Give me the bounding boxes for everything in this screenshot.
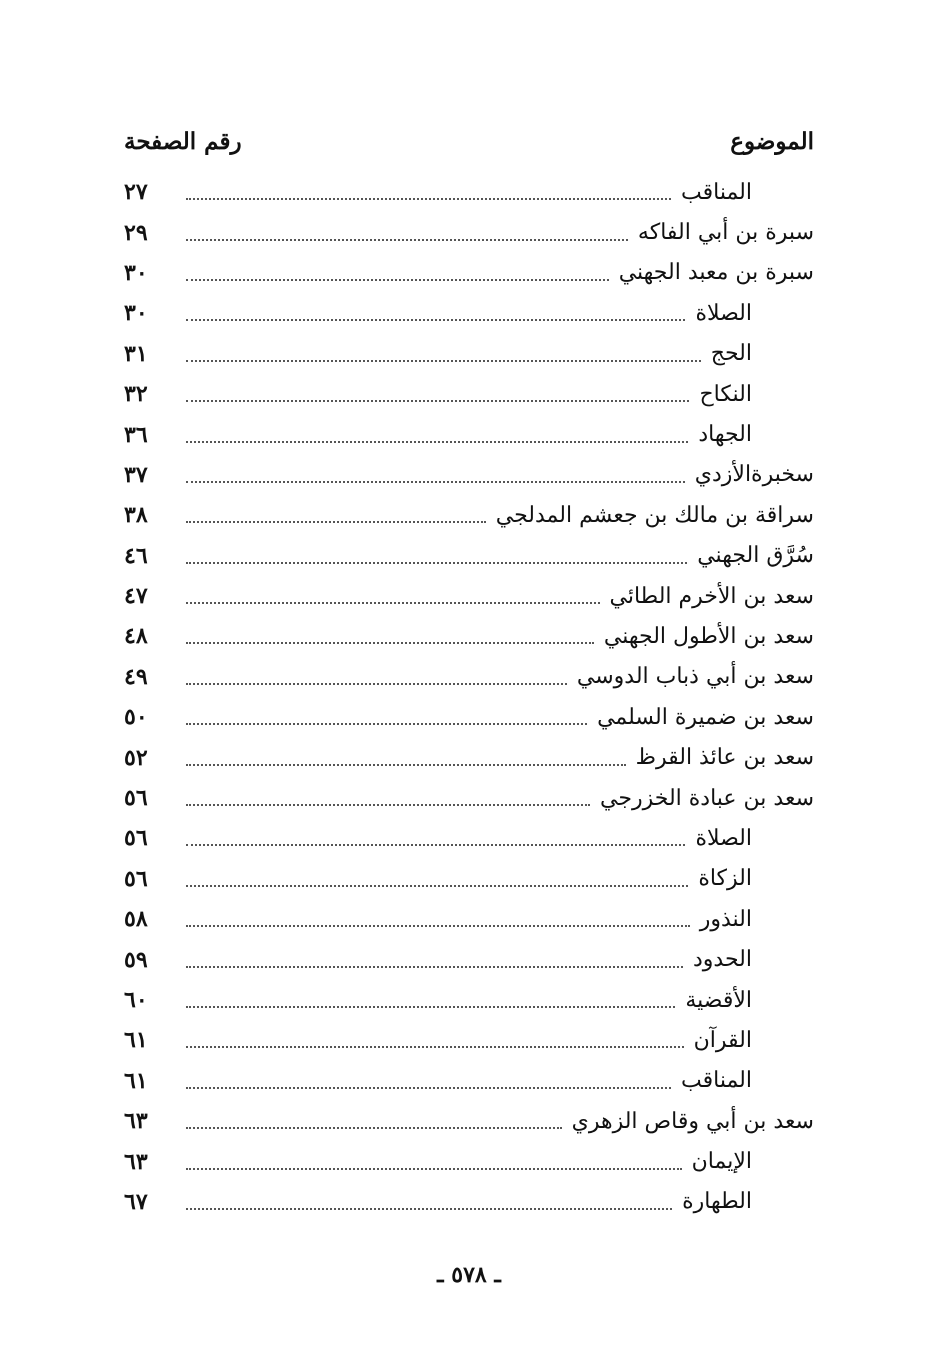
toc-entry-page-number: ٦٧ bbox=[124, 1188, 148, 1215]
dot-leader bbox=[186, 1208, 672, 1210]
toc-entry-page-number: ٥٢ bbox=[124, 744, 148, 771]
topic-column-label: الموضوع bbox=[730, 128, 814, 155]
page-footer-number: ـ ٥٧٨ ـ bbox=[437, 1262, 501, 1288]
dot-leader bbox=[186, 1087, 671, 1089]
toc-entry bbox=[124, 1061, 814, 1101]
toc-entry-title: النكاح bbox=[699, 381, 752, 407]
toc-entry bbox=[124, 939, 814, 979]
toc-entry-page-number: ٣٠ bbox=[124, 259, 148, 286]
toc-entry bbox=[124, 1141, 814, 1181]
toc-entry-page-number: ٣٨ bbox=[124, 502, 148, 529]
toc-entry bbox=[124, 859, 814, 899]
toc-entry bbox=[124, 1020, 814, 1060]
toc-entry-page-number: ٥٩ bbox=[124, 946, 148, 973]
dot-leader bbox=[186, 481, 685, 483]
toc-entry bbox=[124, 374, 814, 414]
toc-entry-page-number: ٥٦ bbox=[124, 785, 148, 812]
toc-entry-page-number: ٦١ bbox=[124, 1027, 148, 1054]
toc-entry-page-number: ٦٣ bbox=[124, 1108, 148, 1135]
toc-entry-title: النذور bbox=[699, 906, 752, 932]
toc-entry-page-number: ٦٠ bbox=[124, 987, 148, 1013]
dot-leader bbox=[186, 198, 671, 200]
toc-entry bbox=[124, 737, 814, 777]
toc-entry bbox=[124, 818, 814, 858]
toc-entry-title: الأقضية bbox=[685, 987, 752, 1013]
toc-entry-title: الزكاة bbox=[698, 866, 752, 892]
dot-leader bbox=[186, 1006, 675, 1008]
toc-entry-title: الحدود bbox=[693, 947, 752, 973]
toc-entry bbox=[124, 212, 814, 252]
toc-entry-title: الإيمان bbox=[691, 1149, 752, 1175]
dot-leader bbox=[186, 400, 689, 402]
toc-entry-title: سراقة بن مالك بن جعشم المدلجي bbox=[495, 502, 814, 528]
toc-entry-page-number: ٢٧ bbox=[124, 179, 148, 206]
dot-leader bbox=[186, 1168, 682, 1170]
toc-header bbox=[124, 128, 814, 168]
toc-entry-page-number: ٥٦ bbox=[124, 865, 148, 892]
dot-leader bbox=[186, 602, 600, 604]
dot-leader bbox=[186, 319, 685, 321]
toc-entry-title: سعد بن ضميرة السلمي bbox=[597, 704, 814, 730]
toc-entry bbox=[124, 334, 814, 374]
toc-entry-page-number: ٤٧ bbox=[124, 583, 148, 610]
dot-leader bbox=[186, 279, 609, 281]
toc-entry-title: سعد بن عبادة الخزرجي bbox=[600, 785, 814, 811]
toc-entry-title: سخبرةالأزدي bbox=[694, 462, 814, 488]
toc-entry bbox=[124, 576, 814, 616]
dot-leader bbox=[186, 844, 685, 846]
toc-entry-page-number: ٦٣ bbox=[124, 1148, 148, 1175]
toc-entry-page-number: ٣٧ bbox=[124, 461, 148, 488]
dot-leader bbox=[186, 360, 701, 362]
toc-entry bbox=[124, 455, 814, 495]
toc-entry bbox=[124, 293, 814, 333]
dot-leader bbox=[186, 764, 626, 766]
dot-leader bbox=[186, 885, 688, 887]
toc-entry-title: الصلاة bbox=[695, 825, 752, 851]
toc-entry bbox=[124, 536, 814, 576]
toc-entry-title: الجهاد bbox=[698, 422, 752, 448]
toc-entry bbox=[124, 495, 814, 535]
toc-entry-title: سعد بن أبي وقاص الزهري bbox=[571, 1108, 814, 1134]
toc-entry bbox=[124, 172, 814, 212]
dot-leader bbox=[186, 683, 567, 685]
dot-leader bbox=[186, 925, 690, 927]
toc-entry-title: سبرة بن معبد الجهني bbox=[618, 260, 814, 286]
dot-leader bbox=[186, 966, 683, 968]
toc-entry-title: الصلاة bbox=[695, 300, 752, 326]
toc-entry bbox=[124, 1182, 814, 1222]
toc-entry-title: القرآن bbox=[693, 1027, 752, 1053]
page-number-column-label: رقم الصفحة bbox=[124, 128, 242, 155]
dot-leader bbox=[186, 562, 687, 564]
dot-leader bbox=[186, 723, 587, 725]
toc-entry-title: سُرَّق الجهني bbox=[697, 543, 814, 569]
toc-entry-title: المناقب bbox=[681, 179, 752, 205]
dot-leader bbox=[186, 441, 688, 443]
toc-entry bbox=[124, 778, 814, 818]
toc-entry-page-number: ٣١ bbox=[124, 340, 148, 367]
toc-entry bbox=[124, 616, 814, 656]
toc-entry-page-number: ٣٢ bbox=[124, 381, 148, 408]
toc-entry bbox=[124, 899, 814, 939]
table-of-contents bbox=[124, 172, 814, 1222]
toc-entry-page-number: ٤٩ bbox=[124, 663, 148, 690]
toc-entry-page-number: ٣٦ bbox=[124, 421, 148, 448]
toc-entry-title: سعد بن أبي ذباب الدوسي bbox=[576, 664, 814, 690]
toc-entry-title: سعد بن الأطول الجهني bbox=[603, 623, 814, 649]
toc-entry-page-number: ٣٠ bbox=[124, 300, 148, 327]
dot-leader bbox=[186, 1127, 562, 1129]
toc-entry-title: المناقب bbox=[681, 1068, 752, 1094]
toc-entry-title: الطهارة bbox=[682, 1189, 752, 1215]
toc-entry-title: سبرة بن أبي الفاكه bbox=[637, 220, 814, 246]
dot-leader bbox=[186, 239, 628, 241]
toc-entry-page-number: ٤٨ bbox=[124, 623, 148, 650]
toc-entry bbox=[124, 657, 814, 697]
dot-leader bbox=[186, 521, 486, 523]
toc-entry-title: سعد بن عائذ القرظ bbox=[635, 745, 814, 771]
toc-entry bbox=[124, 980, 814, 1020]
toc-entry-page-number: ٥٨ bbox=[124, 906, 148, 933]
toc-entry bbox=[124, 697, 814, 737]
toc-entry bbox=[124, 253, 814, 293]
toc-entry-page-number: ٥٦ bbox=[124, 825, 148, 852]
toc-entry-page-number: ٦١ bbox=[124, 1067, 148, 1094]
dot-leader bbox=[186, 804, 590, 806]
toc-entry-page-number: ٤٦ bbox=[124, 542, 148, 569]
dot-leader bbox=[186, 642, 594, 644]
toc-entry-title: الحج bbox=[710, 341, 752, 367]
toc-entry-page-number: ٢٩ bbox=[124, 219, 148, 246]
toc-entry-page-number: ٥٠ bbox=[124, 704, 148, 731]
toc-entry bbox=[124, 414, 814, 454]
toc-entry bbox=[124, 1101, 814, 1141]
toc-entry-title: سعد بن الأخرم الطائي bbox=[609, 583, 814, 609]
dot-leader bbox=[186, 1046, 684, 1048]
